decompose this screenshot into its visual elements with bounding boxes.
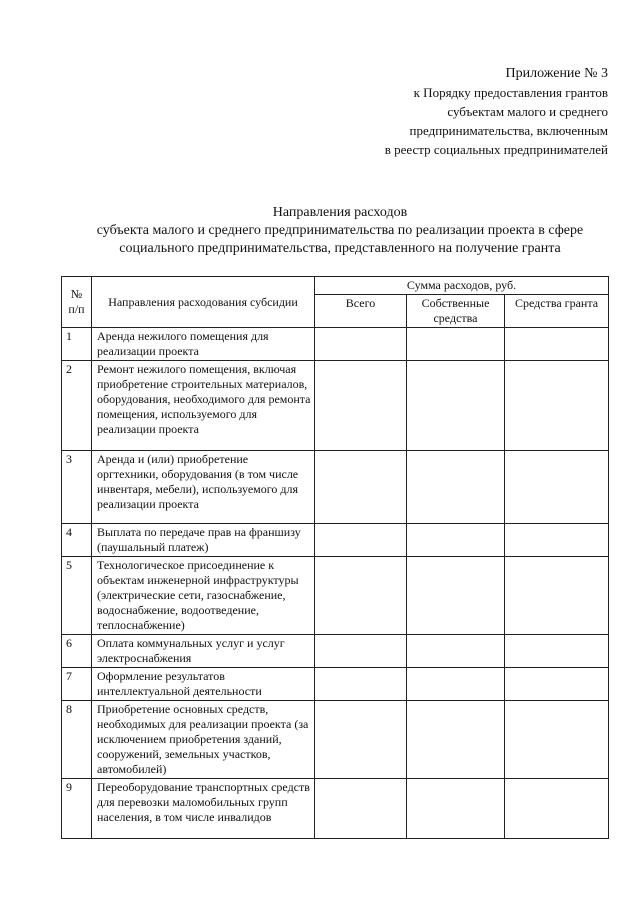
appendix-heading	[385, 64, 608, 159]
header-own-funds: Собственные средства	[407, 295, 505, 328]
row-direction: Технологическое присоединение к объектам инженерной инфраструктуры (электрические сети, газоснабжение, водоснабжение, водоотведение, теплоснабжение)	[92, 557, 315, 635]
appendix-line: к Порядку предоставления грантов	[413, 85, 608, 100]
document-title	[40, 204, 640, 258]
header-sum-group: Сумма расходов, руб.	[315, 277, 609, 295]
cell-total[interactable]	[315, 668, 407, 701]
table-row	[62, 668, 609, 701]
cell-own-funds[interactable]	[407, 524, 505, 557]
cell-own-funds[interactable]	[407, 451, 505, 524]
table-row	[62, 328, 609, 361]
row-number: 5	[62, 557, 92, 635]
appendix-line: предпринимательства, включенным	[409, 123, 608, 138]
table-row	[62, 361, 609, 451]
table-row	[62, 701, 609, 779]
row-direction: Выплата по передаче прав на франшизу (паушальный платеж)	[92, 524, 315, 557]
table-row	[62, 557, 609, 635]
appendix-number: Приложение № 3	[505, 66, 608, 81]
cell-grant-funds[interactable]	[505, 361, 609, 451]
cell-total[interactable]	[315, 635, 407, 668]
row-direction: Аренда нежилого помещения для реализации проекта	[92, 328, 315, 361]
cell-total[interactable]	[315, 524, 407, 557]
row-number: 4	[62, 524, 92, 557]
cell-total[interactable]	[315, 451, 407, 524]
cell-total[interactable]	[315, 779, 407, 839]
cell-own-funds[interactable]	[407, 668, 505, 701]
cell-grant-funds[interactable]	[505, 524, 609, 557]
appendix-line: субъектам малого и среднего	[447, 104, 608, 119]
row-number: 8	[62, 701, 92, 779]
appendix-line: в реестр социальных предпринимателей	[384, 142, 608, 157]
cell-grant-funds[interactable]	[505, 557, 609, 635]
row-direction: Ремонт нежилого помещения, включая приобретение строительных материалов, оборудования, необходимого для ремонта помещения, используемого для реализации проекта	[92, 361, 315, 451]
title-line: Направления расходов	[272, 205, 408, 220]
table-row	[62, 451, 609, 524]
row-number: 6	[62, 635, 92, 668]
cell-own-funds[interactable]	[407, 557, 505, 635]
row-number: 9	[62, 779, 92, 839]
cell-total[interactable]	[315, 328, 407, 361]
row-direction: Приобретение основных средств, необходимых для реализации проекта (за исключением приобретения зданий, сооружений, земельных участков, автомобилей)	[92, 701, 315, 779]
cell-grant-funds[interactable]	[505, 635, 609, 668]
row-direction: Оплата коммунальных услуг и услуг электроснабжения	[92, 635, 315, 668]
expenses-table	[61, 276, 609, 839]
cell-own-funds[interactable]	[407, 779, 505, 839]
cell-total[interactable]	[315, 557, 407, 635]
row-number: 3	[62, 451, 92, 524]
row-direction: Оформление результатов интеллектуальной деятельности	[92, 668, 315, 701]
cell-grant-funds[interactable]	[505, 668, 609, 701]
cell-grant-funds[interactable]	[505, 451, 609, 524]
cell-grant-funds[interactable]	[505, 779, 609, 839]
cell-grant-funds[interactable]	[505, 328, 609, 361]
header-grant-funds: Средства гранта	[505, 295, 609, 328]
title-line: социального предпринимательства, представленного на получение гранта	[119, 241, 561, 256]
cell-own-funds[interactable]	[407, 361, 505, 451]
row-number: 7	[62, 668, 92, 701]
table-row	[62, 779, 609, 839]
row-number: 2	[62, 361, 92, 451]
table-row	[62, 635, 609, 668]
cell-total[interactable]	[315, 361, 407, 451]
cell-own-funds[interactable]	[407, 635, 505, 668]
row-direction: Аренда и (или) приобретение оргтехники, оборудования (в том числе инвентаря, мебели), используемого для реализации проекта	[92, 451, 315, 524]
header-number: № п/п	[62, 277, 92, 328]
cell-own-funds[interactable]	[407, 328, 505, 361]
title-line: субъекта малого и среднего предпринимательства по реализации проекта в сфере	[96, 223, 584, 238]
header-total: Всего	[315, 295, 407, 328]
cell-total[interactable]	[315, 701, 407, 779]
header-direction: Направления расходования субсидии	[92, 277, 315, 328]
row-direction: Переоборудование транспортных средств для перевозки маломобильных групп населения, в том числе инвалидов	[92, 779, 315, 839]
cell-grant-funds[interactable]	[505, 701, 609, 779]
row-number: 1	[62, 328, 92, 361]
cell-own-funds[interactable]	[407, 701, 505, 779]
table-row	[62, 524, 609, 557]
